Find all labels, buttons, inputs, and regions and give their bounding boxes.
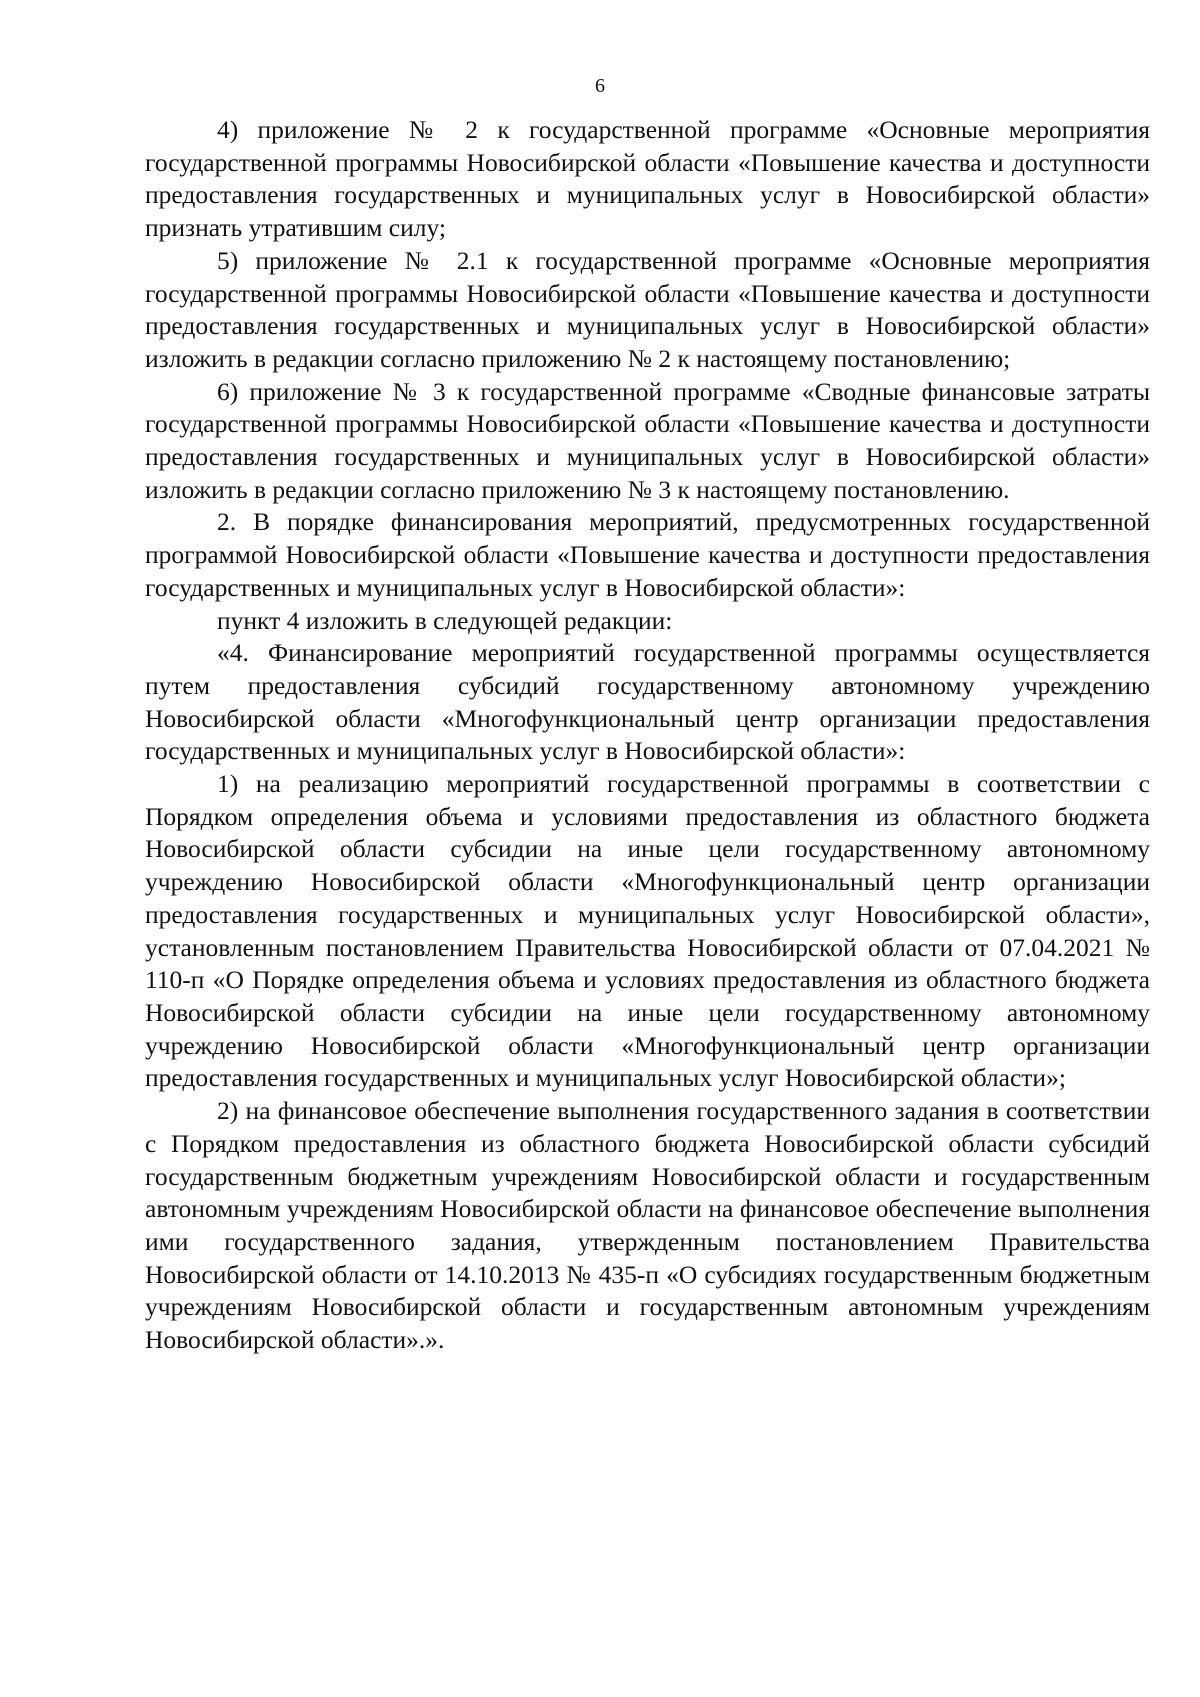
page-number: 6 (595, 75, 605, 97)
paragraph-subpoint-2: 2) на финансовое обеспечение выполнения государственного задания в соответствии с Порядком предоставления из областного бюджета Новосибирской области субсидий государственным бюджетным учреждениям Новосибирской области и государственным автономным учреждениям Новосибирской области на финансовое обеспечение выполнения ими государственного задания, утвержденным постановлением Правительства Новосибирской области от 14.10.2013 № 435-п «О субсидиях государственным бюджетным учреждениям Новосибирской области и государственным автономным учреждениям Новосибирской области».». (145, 1096, 1150, 1355)
paragraph-item-6: 6) приложение № 3 к государственной программе «Сводные финансовые затраты государственной программы Новосибирской области «Повышение качества и доступности предоставления государственных и муниципальных услуг в Новосибирской области» изложить в редакции согласно приложению № 3 к настоящему постановлению. (145, 376, 1150, 504)
paragraph-item-5: 5) приложение № 2.1 к государственной программе «Основные мероприятия государственной программы Новосибирской области «Повышение качества и доступности предоставления государственных и муниципальных услуг в Новосибирской области» изложить в редакции согласно приложению № 2 к настоящему постановлению; (145, 245, 1150, 373)
paragraph-subpoint-1: 1) на реализацию мероприятий государственной программы в соответствии с Порядком определения объема и условиями предоставления из областного бюджета Новосибирской области субсидии на иные цели государственному автономному учреждению Новосибирской области «Многофункциональный центр организации предоставления государственных и муниципальных услуг Новосибирской области», установленным постановлением Правительства Новосибирской области от 07.04.2021 № 110-п «О Порядке определения объема и условиях предоставления из областного бюджета Новосибирской области субсидии на иные цели государственному автономному учреждению Новосибирской области «Многофункциональный центр организации предоставления государственных и муниципальных услуг Новосибирской области»; (145, 769, 1150, 1093)
paragraph-point-4-text: «4. Финансирование мероприятий государственной программы осуществляется путем предоставления субсидий государственному автономному учреждению Новосибирской области «Многофункциональный центр организации предоставления государственных и муниципальных услуг в Новосибирской области»: (145, 638, 1150, 766)
document-body (145, 114, 1150, 1357)
paragraph-section-2: 2. В порядке финансирования мероприятий, предусмотренных государственной программой Новосибирской области «Повышение качества и доступности предоставления государственных и муниципальных услуг в Новосибирской области»: (145, 507, 1150, 602)
paragraph-item-4: 4) приложение № 2 к государственной программе «Основные мероприятия государственной программы Новосибирской области «Повышение качества и доступности предоставления государственных и муниципальных услуг в Новосибирской области» признать утратившим силу; (145, 115, 1150, 243)
paragraph-point-4-intro: пункт 4 изложить в следующей редакции: (217, 605, 673, 635)
